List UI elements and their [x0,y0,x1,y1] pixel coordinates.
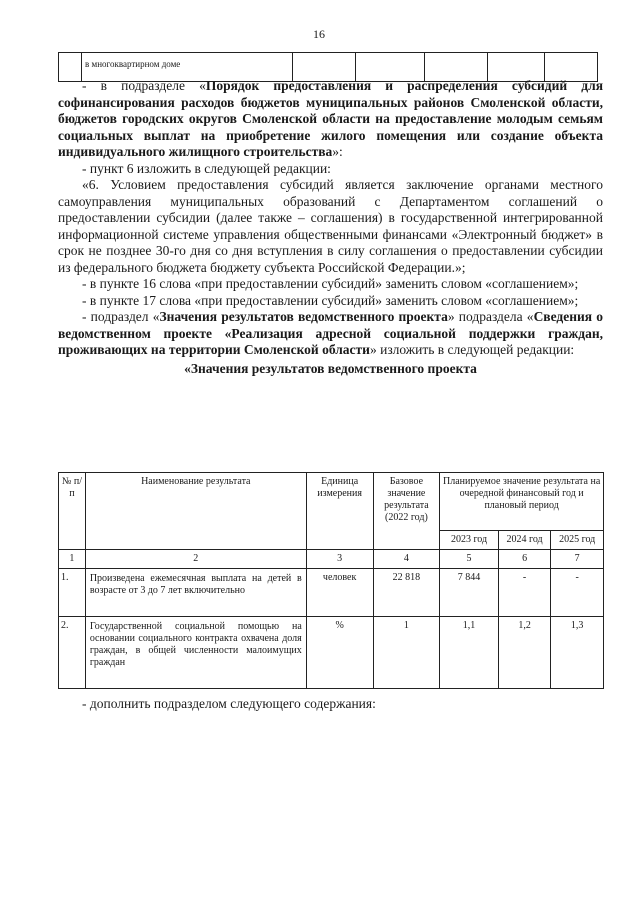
header-unit: Единица измерения [306,473,373,550]
paragraph-4: - в пункте 16 слова «при предоставлении субсидий» заменить словом «соглашением»; [82,276,579,291]
table-row: 1. Произведена ежемесячная выплата на детей в возрасте от 3 до 7 лет включительно человек 22 818 7 844 - - [59,569,604,617]
table-row: 2. Государственной социальной помощью на основании социального контракта охвачена доля граждан, в общей численности малоимущих граждан % 1 1,1 1,2 1,3 [59,617,604,689]
document-body [58,78,603,377]
header-planned: Планируемое значение результата на очередной финансовый год и плановый период [440,473,604,531]
paragraph-1: - в подразделе «Порядок предоставления и распределения субсидий для софинансирования расходов бюджетов муниципальных районов Смоленской области, бюджетов городских округов Смоленской области на предоставление молодым семьям социальных выплат на приобретение жилого помещения или создание объекта индивидуального жилищного строительства»: [58,78,603,159]
results-table [58,472,604,689]
header-2023: 2023 год [440,531,499,550]
header-2025: 2025 год [551,531,604,550]
column-number-row: 1 2 3 4 5 6 7 [59,550,604,569]
header-2024: 2024 год [498,531,551,550]
paragraph-2: - пункт 6 изложить в следующей редакции: [82,160,331,176]
table-title: «Значения результатов ведомственного проекта [184,360,477,376]
header-name: Наименование результата [85,473,306,550]
paragraph-6: - подраздел «Значения результатов ведомственного проекта» подраздела «Сведения о ведомственном проекте «Реализация адресной социальной поддержки граждан, проживающих на территории Смоленской области» изложить в следующей редакции: [58,309,604,357]
continuation-cell: в многоквартирном доме [82,53,293,82]
header-base: Базовое значение результата (2022 год) [373,473,440,550]
paragraph-5: - в пункте 17 слова «при предоставлении субсидий» заменить словом «соглашением»; [82,292,579,308]
page-number: 16 [313,27,325,41]
paragraph-3: «6. Условием предоставления субсидий является заключение органами местного самоуправления муниципальных образований с Департаментом соглашений о предоставлении субсидии (далее также – соглашения) в государственной интегрированной информационной системе управления общественными финансами «Электронный бюджет» в срок не позднее 30-го дня со дня вступления в силу соглашения о предоставлении субсидии из федерального бюджета бюджету субъекта Российской Федерации.»; [58,177,603,275]
paragraph-last: - дополнить подразделом следующего содержания: [82,696,376,711]
header-num: № п/п [59,473,86,550]
closing-text [58,696,603,713]
